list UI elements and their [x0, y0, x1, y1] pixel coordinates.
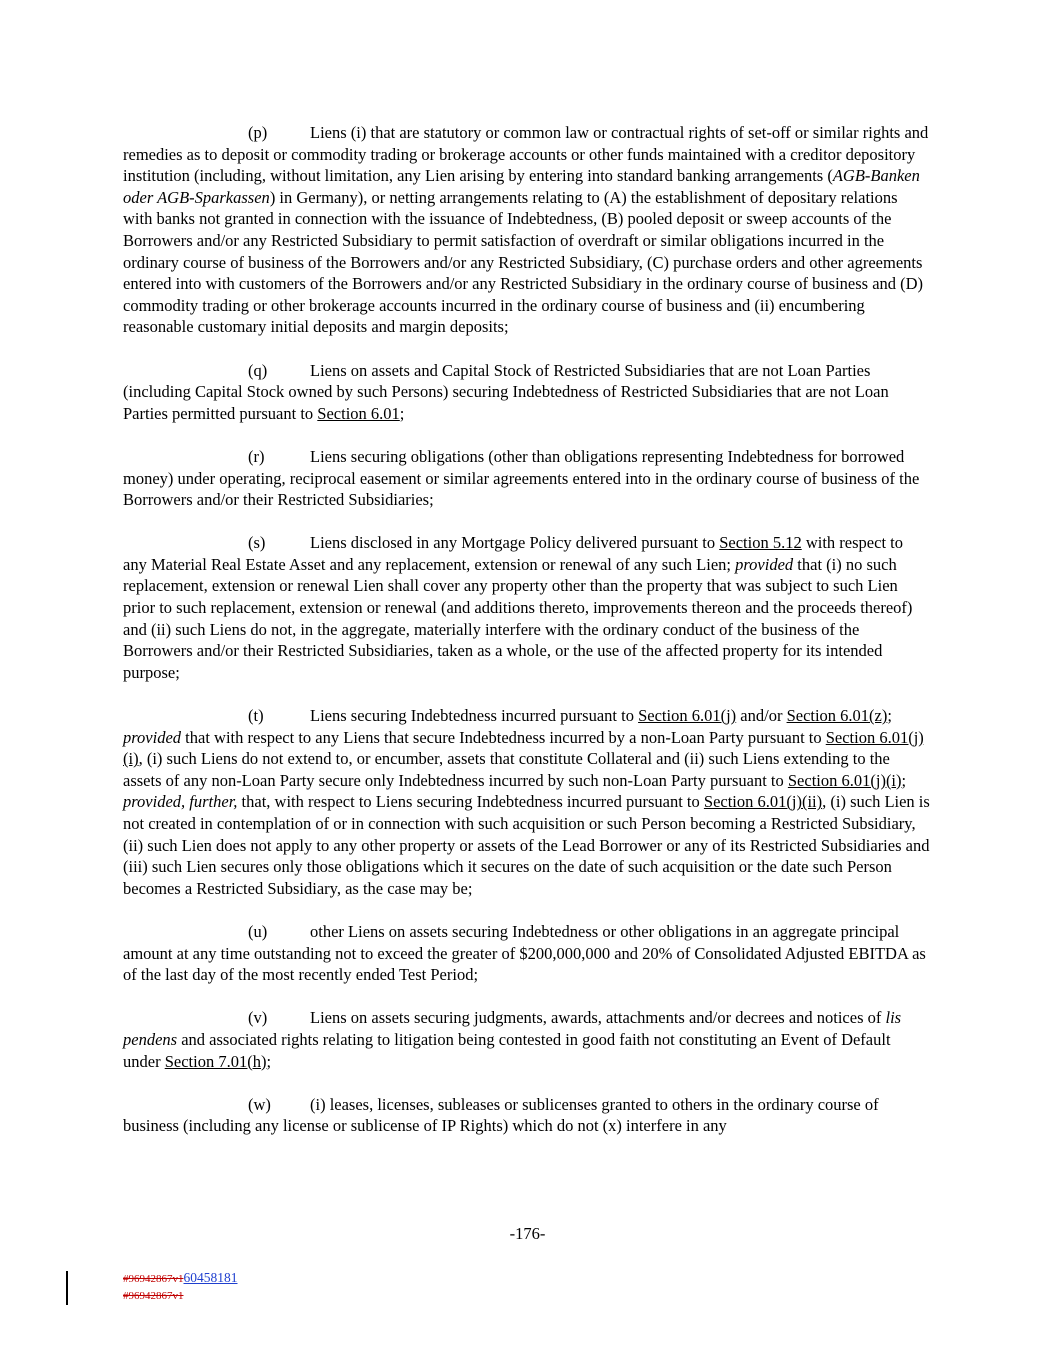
- body-text: that with respect to any Liens that secure Indebtedness incurred by a non-Loan Party pursuant to: [181, 727, 826, 747]
- section-reference: Section 6.01: [317, 403, 400, 423]
- section-reference: Section 5.12: [719, 533, 802, 553]
- paragraph-v: [123, 1007, 930, 1072]
- body-text: Liens securing Indebtedness incurred pursuant to: [310, 706, 639, 726]
- page-number: -176-: [509, 1224, 546, 1243]
- doc-id-line-2: [123, 1287, 238, 1304]
- body-text: Liens securing obligations (other than obligations representing Indebtedness for borrowed money) under operating, reciprocal easement or similar agreements entered into in the ordinary course of business of the Borrowers and/or their Restricted Subsidiaries;: [123, 446, 920, 510]
- section-reference: Section 6.01(j): [638, 706, 737, 726]
- doc-id-old-2: #96942867v1: [123, 1290, 184, 1302]
- body-text: ) in Germany), or netting arrangements relating to (A) the establishment of depositary relations with banks not granted in connection with the issuance of Indebtedness, (B) pooled deposit or sweep accounts of the Borrowers and/or any Restricted Subsidiary to permit satisfaction of overdraft or similar obligations incurred in the ordinary course of business of the Borrowers and/or any Restricted Subsidiary, (C) purchase orders and other agreements entered into with customers of the Borrowers and/or any Restricted Subsidiary in the ordinary course of business and (D) commodity trading or other brokerage accounts incurred in the ordinary course of business and (ii) encumbering reasonable customary initial deposits and margin deposits;: [123, 187, 924, 337]
- body-text: (i) leases, licenses, subleases or sublicenses granted to others in the ordinary course of business (including any license or sublicense of IP Rights) which do not (x) interfere in any: [123, 1094, 879, 1136]
- italic-text: lis pendens: [123, 1008, 902, 1049]
- section-reference: Section 7.01(h): [164, 1051, 267, 1071]
- body-text: , (i) such Lien is not created in contemplation of or in connection with such acquisition or such Person becoming a Restricted Subsidiary, (ii) such Lien does not apply to any other property or assets of the Lead Borrower or any of its Restricted Subsidiaries and (iii) such Lien secures only those obligations which it secures on the date of such acquisition or the date such Person becomes a Restricted Subsidiary, as the case may be;: [123, 792, 930, 898]
- body-text: and associated rights relating to litigation being contested in good faith not constituting an Event of Default under: [123, 1029, 891, 1071]
- body-text: with respect to any Material Real Estate Asset and any replacement, extension or renewal of any such Lien;: [123, 533, 903, 574]
- paragraph-label: (t): [248, 706, 264, 726]
- body-text: ;: [887, 706, 892, 726]
- body-text: , (i) such Liens do not extend to, or encumber, assets that constitute Collateral and (ii) such Liens extending to the assets of any non-Loan Party secure only Indebtedness incurred by such non-Loan Party pursuant to: [123, 749, 890, 790]
- paragraph-p: [123, 122, 930, 338]
- body-text: ;: [266, 1051, 272, 1071]
- doc-id-new: 60458181: [183, 1270, 238, 1285]
- paragraph-label: (p): [248, 123, 268, 142]
- paragraph-label: (r): [248, 446, 265, 466]
- body-text: that (i) no such replacement, extension or renewal Lien shall cover any property other than the property that was subject to such Lien prior to such replacement, extension or renewal (and additions thereto, improvements thereon and the proceeds thereof) and (ii) such Liens do not, in the aggregate, materially interfere with the ordinary conduct of the business of the Borrowers and/or their Restricted Subsidiaries, taken as a whole, or the use of the affected property for its intended purpose;: [123, 554, 913, 682]
- body-text: and/or: [736, 706, 787, 726]
- section-reference: Section 6.01(z): [786, 706, 888, 726]
- body-text: other Liens on assets securing Indebtedness or other obligations in an aggregate principal amount at any time outstanding not to exceed the greater of $200,000,000 and 20% of Consolidated Adjusted EBITDA as of the last day of the most recently ended Test Period;: [123, 921, 926, 985]
- change-bar: [66, 1271, 68, 1305]
- document-body: [123, 122, 930, 1137]
- doc-id-old: #96942867v1: [123, 1273, 184, 1285]
- italic-text: provided: [735, 554, 794, 574]
- italic-text: provided: [123, 727, 182, 747]
- paragraph-w: [123, 1094, 930, 1137]
- doc-id-footer: [123, 1270, 238, 1304]
- paragraph-label: (s): [248, 533, 266, 553]
- paragraph-label: (q): [248, 360, 268, 380]
- italic-text: AGB-Banken oder AGB-Sparkassen: [123, 166, 920, 207]
- section-reference: Section 6.01(j)(i): [123, 727, 924, 769]
- body-text: Liens on assets and Capital Stock of Restricted Subsidiaries that are not Loan Parties (including Capital Stock owned by such Persons) securing Indebtedness of Restricted Subsidiaries that are not Loan Parties permitted pursuant to: [123, 360, 889, 423]
- body-text: Liens disclosed in any Mortgage Policy delivered pursuant to: [310, 533, 720, 553]
- paragraph-t: [123, 705, 930, 899]
- body-text: Liens on assets securing judgments, awards, attachments and/or decrees and notices of: [310, 1008, 886, 1028]
- paragraph-u: [123, 921, 930, 986]
- italic-text: provided, further,: [123, 792, 238, 812]
- paragraph-s: [123, 532, 930, 683]
- paragraph-label: (u): [248, 921, 268, 941]
- body-text: Liens (i) that are statutory or common law or contractual rights of set-off or similar rights and remedies as to deposit or commodity trading or brokerage accounts or other funds maintained with a creditor depository institution (including, without limitation, any Lien arising by entering into standard banking arrangements (: [123, 123, 929, 186]
- paragraph-label: (w): [248, 1094, 271, 1114]
- section-reference: Section 6.01(j)(ii): [703, 792, 823, 812]
- body-text: ;: [399, 403, 405, 423]
- body-text: that, with respect to Liens securing Indebtedness incurred pursuant to: [237, 792, 704, 812]
- section-reference: Section 6.01(j)(i): [787, 770, 902, 790]
- paragraph-r: [123, 446, 930, 511]
- paragraph-label: (v): [248, 1008, 268, 1028]
- paragraph-q: [123, 360, 930, 425]
- body-text: ;: [901, 770, 907, 790]
- doc-id-line-1: [123, 1270, 238, 1287]
